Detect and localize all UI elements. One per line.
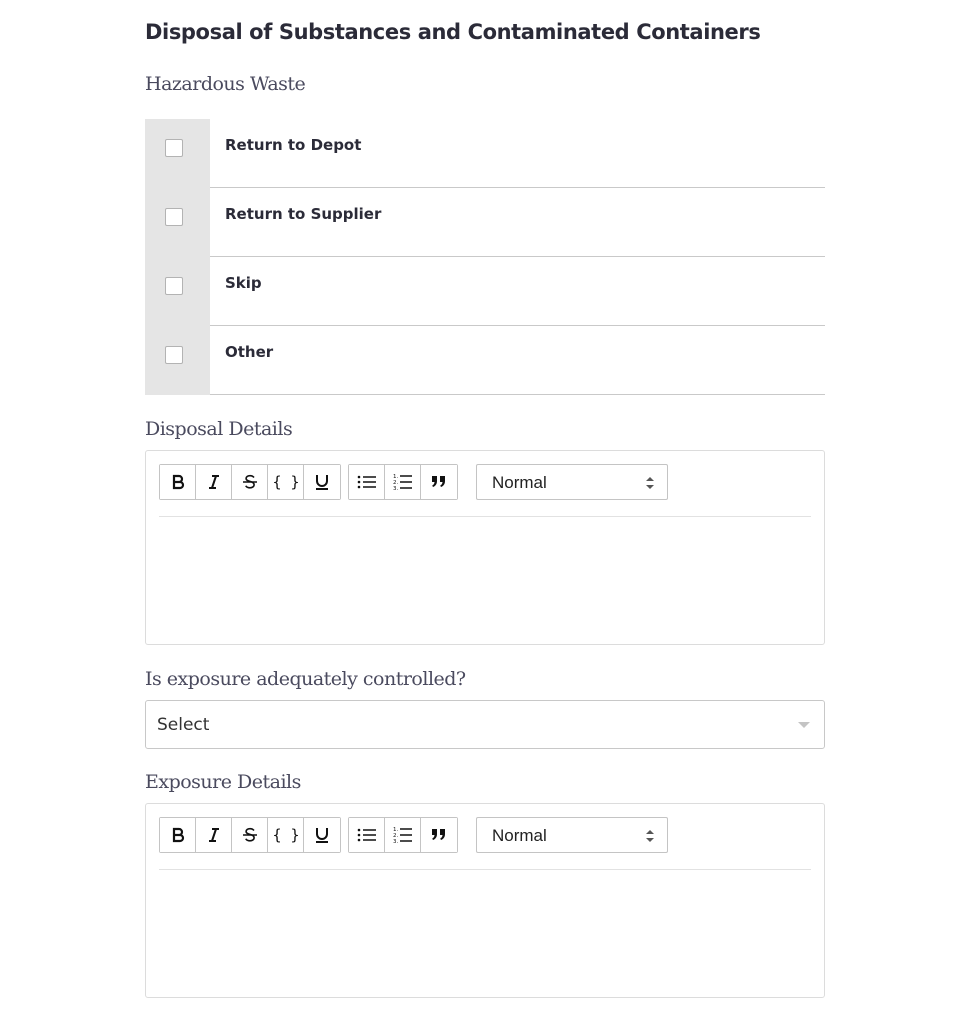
- checklist-row[interactable]: [145, 119, 825, 188]
- italic-icon[interactable]: [196, 818, 232, 852]
- return-to-depot-checkbox[interactable]: [165, 139, 183, 157]
- underline-icon[interactable]: [304, 465, 340, 499]
- exposure-controlled-label: Is exposure adequately controlled?: [145, 668, 466, 690]
- checkbox-label: Return to Depot: [225, 136, 362, 154]
- disposal-details-editor: [145, 450, 825, 645]
- svg-text:2.: 2.: [392, 833, 398, 839]
- checkbox-label: Other: [225, 343, 274, 361]
- checkbox-cell: [145, 188, 210, 257]
- checklist-row[interactable]: [145, 257, 825, 326]
- inline-style-group: [159, 464, 341, 500]
- block-type-value: Normal: [492, 826, 547, 845]
- blockquote-icon[interactable]: [421, 465, 457, 499]
- italic-icon[interactable]: [196, 465, 232, 499]
- underline-icon[interactable]: [304, 818, 340, 852]
- code-icon[interactable]: [268, 465, 304, 499]
- select-arrows-icon: [645, 475, 655, 491]
- page-title: Disposal of Substances and Contaminated Containers: [145, 20, 761, 44]
- bold-icon[interactable]: [160, 465, 196, 499]
- svg-text:1.: 1.: [392, 474, 398, 480]
- checklist-row[interactable]: [145, 326, 825, 395]
- svg-text:{ }: { }: [271, 826, 300, 844]
- block-type-select[interactable]: [476, 817, 668, 853]
- svg-text:3.: 3.: [392, 839, 398, 845]
- editor-toolbar: [159, 817, 811, 870]
- checkbox-cell: [145, 326, 210, 395]
- exposure-details-label: Exposure Details: [145, 771, 301, 793]
- other-checkbox[interactable]: [165, 346, 183, 364]
- svg-text:1.: 1.: [392, 827, 398, 833]
- checkbox-label: Return to Supplier: [225, 205, 382, 223]
- block-style-group: [348, 464, 458, 500]
- block-type-select[interactable]: [476, 464, 668, 500]
- svg-text:3.: 3.: [392, 486, 398, 492]
- inline-style-group: [159, 817, 341, 853]
- svg-text:{ }: { }: [271, 473, 300, 491]
- svg-text:2.: 2.: [392, 480, 398, 486]
- chevron-down-icon: [798, 722, 810, 728]
- bold-icon[interactable]: [160, 818, 196, 852]
- checkbox-label: Skip: [225, 274, 262, 292]
- return-to-supplier-checkbox[interactable]: [165, 208, 183, 226]
- skip-checkbox[interactable]: [165, 277, 183, 295]
- bullet-list-icon[interactable]: [349, 465, 385, 499]
- disposal-details-label: Disposal Details: [145, 418, 293, 440]
- checkbox-cell: [145, 257, 210, 326]
- exposure-controlled-value: Select: [157, 715, 210, 735]
- numbered-list-icon[interactable]: [385, 465, 421, 499]
- hazardous-waste-label: Hazardous Waste: [145, 73, 306, 95]
- select-arrows-icon: [645, 828, 655, 844]
- checklist-row[interactable]: [145, 188, 825, 257]
- block-style-group: [348, 817, 458, 853]
- exposure-controlled-select[interactable]: [145, 700, 825, 749]
- exposure-details-editor: [145, 803, 825, 998]
- checkbox-cell: [145, 119, 210, 188]
- strikethrough-icon[interactable]: [232, 465, 268, 499]
- strikethrough-icon[interactable]: [232, 818, 268, 852]
- block-type-value: Normal: [492, 473, 547, 492]
- hazardous-waste-checklist: [145, 119, 825, 395]
- blockquote-icon[interactable]: [421, 818, 457, 852]
- editor-toolbar: [159, 464, 811, 517]
- bullet-list-icon[interactable]: [349, 818, 385, 852]
- code-icon[interactable]: [268, 818, 304, 852]
- numbered-list-icon[interactable]: [385, 818, 421, 852]
